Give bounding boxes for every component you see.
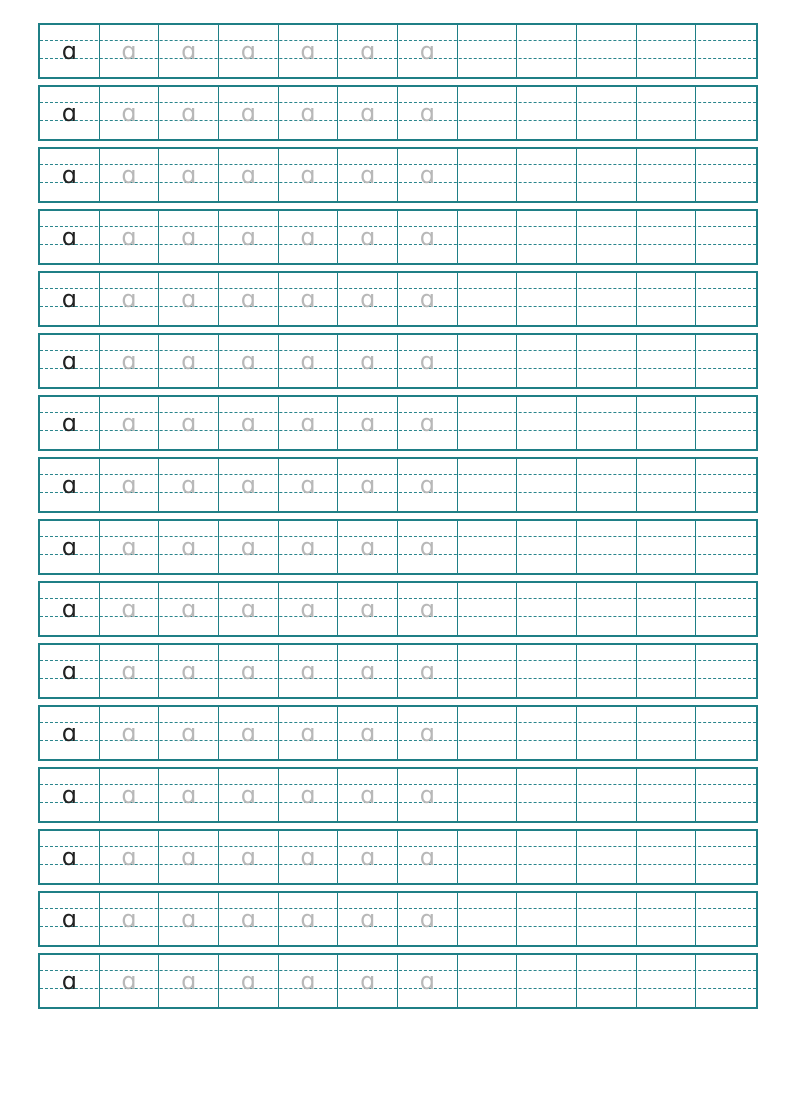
blank-practice-cell[interactable] — [577, 707, 637, 759]
trace-letter-cell[interactable]: ɑ — [100, 397, 160, 449]
trace-letter-cell[interactable]: ɑ — [100, 831, 160, 883]
trace-letter-cell[interactable]: ɑ — [100, 955, 160, 1007]
writing-row — [38, 147, 758, 203]
blank-practice-cell[interactable] — [637, 335, 697, 387]
blank-practice-cell[interactable] — [637, 149, 697, 201]
trace-letter-cell[interactable]: ɑ — [338, 955, 398, 1007]
blank-practice-cell[interactable] — [637, 397, 697, 449]
blank-practice-cell[interactable] — [577, 87, 637, 139]
trace-letter-cell[interactable]: ɑ — [338, 211, 398, 263]
trace-letter-cell[interactable]: ɑ — [219, 831, 279, 883]
trace-letter-cell[interactable]: ɑ — [398, 831, 458, 883]
trace-letter-cell[interactable]: ɑ — [159, 273, 219, 325]
blank-practice-cell[interactable] — [517, 955, 577, 1007]
trace-letter-cell[interactable]: ɑ — [338, 645, 398, 697]
trace-letter-cell[interactable]: ɑ — [279, 459, 339, 511]
blank-practice-cell[interactable] — [577, 521, 637, 573]
trace-letter-cell[interactable]: ɑ — [159, 211, 219, 263]
trace-letter-cell[interactable]: ɑ — [219, 273, 279, 325]
trace-letter-cell[interactable]: ɑ — [279, 893, 339, 945]
trace-letter-cell[interactable]: ɑ — [159, 831, 219, 883]
trace-letter-cell[interactable]: ɑ — [159, 335, 219, 387]
blank-practice-cell[interactable] — [696, 955, 756, 1007]
trace-letter-cell[interactable]: ɑ — [279, 769, 339, 821]
blank-practice-cell[interactable] — [637, 25, 697, 77]
blank-practice-cell[interactable] — [637, 583, 697, 635]
blank-practice-cell[interactable] — [458, 769, 518, 821]
blank-practice-cell[interactable] — [637, 211, 697, 263]
writing-row — [38, 891, 758, 947]
blank-practice-cell[interactable] — [696, 583, 756, 635]
trace-letter-cell[interactable]: ɑ — [279, 955, 339, 1007]
blank-practice-cell[interactable] — [517, 335, 577, 387]
writing-row — [38, 519, 758, 575]
trace-letter-cell[interactable]: ɑ — [338, 25, 398, 77]
blank-practice-cell[interactable] — [458, 211, 518, 263]
trace-letter-cell[interactable]: ɑ — [219, 955, 279, 1007]
blank-practice-cell[interactable] — [577, 25, 637, 77]
trace-letter-cell[interactable]: ɑ — [398, 521, 458, 573]
trace-letter-cell[interactable]: ɑ — [279, 831, 339, 883]
trace-letter-cell[interactable]: ɑ — [398, 273, 458, 325]
blank-practice-cell[interactable] — [517, 893, 577, 945]
trace-letter-cell[interactable]: ɑ — [100, 87, 160, 139]
blank-practice-cell[interactable] — [637, 831, 697, 883]
trace-letter-cell[interactable]: ɑ — [159, 583, 219, 635]
trace-letter-cell[interactable]: ɑ — [338, 831, 398, 883]
model-letter-cell[interactable]: ɑ — [40, 335, 100, 387]
trace-letter-cell[interactable]: ɑ — [219, 87, 279, 139]
trace-letter-cell[interactable]: ɑ — [398, 955, 458, 1007]
blank-practice-cell[interactable] — [696, 211, 756, 263]
blank-practice-cell[interactable] — [458, 459, 518, 511]
trace-letter-cell[interactable]: ɑ — [279, 25, 339, 77]
trace-letter-cell[interactable]: ɑ — [219, 893, 279, 945]
model-letter-cell[interactable]: ɑ — [40, 955, 100, 1007]
writing-grid — [38, 23, 758, 1015]
trace-letter-cell[interactable]: ɑ — [100, 707, 160, 759]
blank-practice-cell[interactable] — [458, 149, 518, 201]
writing-row — [38, 333, 758, 389]
writing-row — [38, 271, 758, 327]
blank-practice-cell[interactable] — [517, 707, 577, 759]
trace-letter-cell[interactable]: ɑ — [279, 87, 339, 139]
blank-practice-cell[interactable] — [696, 831, 756, 883]
trace-letter-cell[interactable]: ɑ — [398, 87, 458, 139]
trace-letter-cell[interactable]: ɑ — [398, 893, 458, 945]
model-letter-cell[interactable]: ɑ — [40, 149, 100, 201]
blank-practice-cell[interactable] — [517, 273, 577, 325]
blank-practice-cell[interactable] — [458, 521, 518, 573]
trace-letter-cell[interactable]: ɑ — [338, 273, 398, 325]
blank-practice-cell[interactable] — [458, 707, 518, 759]
trace-letter-cell[interactable]: ɑ — [279, 397, 339, 449]
trace-letter-cell[interactable]: ɑ — [219, 769, 279, 821]
trace-letter-cell[interactable]: ɑ — [219, 583, 279, 635]
writing-row — [38, 643, 758, 699]
blank-practice-cell[interactable] — [696, 707, 756, 759]
blank-practice-cell[interactable] — [577, 583, 637, 635]
trace-letter-cell[interactable]: ɑ — [338, 769, 398, 821]
model-letter-cell[interactable]: ɑ — [40, 87, 100, 139]
blank-practice-cell[interactable] — [458, 87, 518, 139]
trace-letter-cell[interactable]: ɑ — [219, 149, 279, 201]
model-letter-cell[interactable]: ɑ — [40, 831, 100, 883]
trace-letter-cell[interactable]: ɑ — [159, 955, 219, 1007]
blank-practice-cell[interactable] — [577, 397, 637, 449]
model-letter-cell[interactable]: ɑ — [40, 645, 100, 697]
trace-letter-cell[interactable]: ɑ — [100, 893, 160, 945]
blank-practice-cell[interactable] — [577, 831, 637, 883]
trace-letter-cell[interactable]: ɑ — [398, 335, 458, 387]
blank-practice-cell[interactable] — [696, 273, 756, 325]
trace-letter-cell[interactable]: ɑ — [398, 459, 458, 511]
blank-practice-cell[interactable] — [577, 211, 637, 263]
trace-letter-cell[interactable]: ɑ — [219, 25, 279, 77]
trace-letter-cell[interactable]: ɑ — [398, 645, 458, 697]
blank-practice-cell[interactable] — [696, 645, 756, 697]
blank-practice-cell[interactable] — [577, 459, 637, 511]
blank-practice-cell[interactable] — [517, 521, 577, 573]
trace-letter-cell[interactable]: ɑ — [279, 707, 339, 759]
trace-letter-cell[interactable]: ɑ — [159, 87, 219, 139]
model-letter-cell[interactable]: ɑ — [40, 397, 100, 449]
trace-letter-cell[interactable]: ɑ — [279, 583, 339, 635]
blank-practice-cell[interactable] — [517, 769, 577, 821]
blank-practice-cell[interactable] — [517, 149, 577, 201]
trace-letter-cell[interactable]: ɑ — [219, 459, 279, 511]
trace-letter-cell[interactable]: ɑ — [159, 645, 219, 697]
model-letter-cell[interactable]: ɑ — [40, 459, 100, 511]
trace-letter-cell[interactable]: ɑ — [100, 211, 160, 263]
trace-letter-cell[interactable]: ɑ — [100, 769, 160, 821]
trace-letter-cell[interactable]: ɑ — [159, 521, 219, 573]
blank-practice-cell[interactable] — [696, 893, 756, 945]
model-letter-cell[interactable]: ɑ — [40, 707, 100, 759]
blank-practice-cell[interactable] — [696, 769, 756, 821]
blank-practice-cell[interactable] — [577, 149, 637, 201]
trace-letter-cell[interactable]: ɑ — [398, 25, 458, 77]
trace-letter-cell[interactable]: ɑ — [338, 87, 398, 139]
trace-letter-cell[interactable]: ɑ — [338, 521, 398, 573]
blank-practice-cell[interactable] — [637, 87, 697, 139]
trace-letter-cell[interactable]: ɑ — [219, 707, 279, 759]
trace-letter-cell[interactable]: ɑ — [159, 893, 219, 945]
blank-practice-cell[interactable] — [696, 87, 756, 139]
writing-row — [38, 209, 758, 265]
trace-letter-cell[interactable]: ɑ — [398, 769, 458, 821]
model-letter-cell[interactable]: ɑ — [40, 273, 100, 325]
writing-row — [38, 457, 758, 513]
blank-practice-cell[interactable] — [696, 25, 756, 77]
blank-practice-cell[interactable] — [696, 459, 756, 511]
trace-letter-cell[interactable]: ɑ — [219, 645, 279, 697]
blank-practice-cell[interactable] — [577, 645, 637, 697]
model-letter-cell[interactable]: ɑ — [40, 521, 100, 573]
trace-letter-cell[interactable]: ɑ — [279, 273, 339, 325]
trace-letter-cell[interactable]: ɑ — [100, 273, 160, 325]
blank-practice-cell[interactable] — [637, 273, 697, 325]
trace-letter-cell[interactable]: ɑ — [100, 459, 160, 511]
blank-practice-cell[interactable] — [517, 583, 577, 635]
trace-letter-cell[interactable]: ɑ — [279, 149, 339, 201]
trace-letter-cell[interactable]: ɑ — [279, 335, 339, 387]
blank-practice-cell[interactable] — [696, 397, 756, 449]
trace-letter-cell[interactable]: ɑ — [219, 397, 279, 449]
trace-letter-cell[interactable]: ɑ — [398, 149, 458, 201]
blank-practice-cell[interactable] — [577, 273, 637, 325]
writing-row — [38, 581, 758, 637]
model-letter-cell[interactable]: ɑ — [40, 211, 100, 263]
trace-letter-cell[interactable]: ɑ — [338, 459, 398, 511]
trace-letter-cell[interactable]: ɑ — [279, 521, 339, 573]
blank-practice-cell[interactable] — [517, 645, 577, 697]
trace-letter-cell[interactable]: ɑ — [338, 397, 398, 449]
trace-letter-cell[interactable]: ɑ — [338, 893, 398, 945]
trace-letter-cell[interactable]: ɑ — [338, 707, 398, 759]
trace-letter-cell[interactable]: ɑ — [159, 769, 219, 821]
blank-practice-cell[interactable] — [517, 25, 577, 77]
blank-practice-cell[interactable] — [577, 769, 637, 821]
trace-letter-cell[interactable]: ɑ — [398, 211, 458, 263]
blank-practice-cell[interactable] — [458, 397, 518, 449]
trace-letter-cell[interactable]: ɑ — [219, 521, 279, 573]
blank-practice-cell[interactable] — [637, 459, 697, 511]
trace-letter-cell[interactable]: ɑ — [398, 583, 458, 635]
trace-letter-cell[interactable]: ɑ — [100, 521, 160, 573]
blank-practice-cell[interactable] — [637, 955, 697, 1007]
blank-practice-cell[interactable] — [517, 459, 577, 511]
trace-letter-cell[interactable]: ɑ — [398, 397, 458, 449]
model-letter-cell[interactable]: ɑ — [40, 25, 100, 77]
trace-letter-cell[interactable]: ɑ — [279, 645, 339, 697]
trace-letter-cell[interactable]: ɑ — [219, 335, 279, 387]
trace-letter-cell[interactable]: ɑ — [338, 149, 398, 201]
trace-letter-cell[interactable]: ɑ — [398, 707, 458, 759]
blank-practice-cell[interactable] — [696, 335, 756, 387]
blank-practice-cell[interactable] — [458, 335, 518, 387]
writing-row — [38, 85, 758, 141]
trace-letter-cell[interactable]: ɑ — [159, 707, 219, 759]
writing-row — [38, 395, 758, 451]
blank-practice-cell[interactable] — [637, 769, 697, 821]
blank-practice-cell[interactable] — [458, 25, 518, 77]
trace-letter-cell[interactable]: ɑ — [159, 25, 219, 77]
blank-practice-cell[interactable] — [517, 87, 577, 139]
trace-letter-cell[interactable]: ɑ — [100, 25, 160, 77]
blank-practice-cell[interactable] — [517, 211, 577, 263]
trace-letter-cell[interactable]: ɑ — [100, 149, 160, 201]
blank-practice-cell[interactable] — [458, 645, 518, 697]
blank-practice-cell[interactable] — [637, 893, 697, 945]
trace-letter-cell[interactable]: ɑ — [279, 211, 339, 263]
blank-practice-cell[interactable] — [577, 893, 637, 945]
blank-practice-cell[interactable] — [458, 831, 518, 883]
writing-row — [38, 767, 758, 823]
blank-practice-cell[interactable] — [517, 831, 577, 883]
blank-practice-cell[interactable] — [458, 583, 518, 635]
blank-practice-cell[interactable] — [577, 335, 637, 387]
trace-letter-cell[interactable]: ɑ — [159, 459, 219, 511]
blank-practice-cell[interactable] — [458, 955, 518, 1007]
blank-practice-cell[interactable] — [458, 893, 518, 945]
trace-letter-cell[interactable]: ɑ — [338, 335, 398, 387]
trace-letter-cell[interactable]: ɑ — [159, 397, 219, 449]
blank-practice-cell[interactable] — [637, 707, 697, 759]
trace-letter-cell[interactable]: ɑ — [219, 211, 279, 263]
trace-letter-cell[interactable]: ɑ — [100, 583, 160, 635]
model-letter-cell[interactable]: ɑ — [40, 769, 100, 821]
trace-letter-cell[interactable]: ɑ — [338, 583, 398, 635]
blank-practice-cell[interactable] — [696, 149, 756, 201]
model-letter-cell[interactable]: ɑ — [40, 583, 100, 635]
writing-row — [38, 23, 758, 79]
model-letter-cell[interactable]: ɑ — [40, 893, 100, 945]
blank-practice-cell[interactable] — [517, 397, 577, 449]
trace-letter-cell[interactable]: ɑ — [100, 335, 160, 387]
writing-row — [38, 953, 758, 1009]
blank-practice-cell[interactable] — [637, 645, 697, 697]
writing-row — [38, 829, 758, 885]
writing-row — [38, 705, 758, 761]
blank-practice-cell[interactable] — [577, 955, 637, 1007]
blank-practice-cell[interactable] — [696, 521, 756, 573]
blank-practice-cell[interactable] — [458, 273, 518, 325]
trace-letter-cell[interactable]: ɑ — [159, 149, 219, 201]
trace-letter-cell[interactable]: ɑ — [100, 645, 160, 697]
blank-practice-cell[interactable] — [637, 521, 697, 573]
